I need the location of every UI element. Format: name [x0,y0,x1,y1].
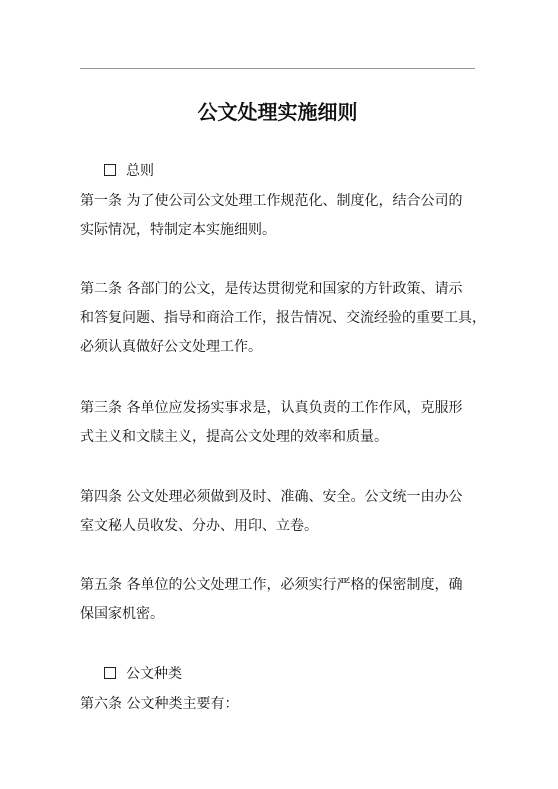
article-4 [80,483,475,541]
article-line: 第四条 公文处理必须做到及时、准确、安全。公文统一由办公 [80,489,463,505]
article-line: 第六条 公文种类主要有： [80,696,239,712]
article-line: 实际情况，特制定本实施细则。 [80,222,276,238]
article-line: 和答复问题、指导和商洽工作，报告情况、交流经验的重要工具， [80,310,486,326]
article-line: 室文秘人员收发、分办、用印、立卷。 [80,518,318,534]
header-rule [80,68,475,69]
article-line: 第一条 为了使公司公文处理工作规范化、制度化，结合公司的 [80,193,463,209]
article-1 [80,187,475,245]
article-line: 第三条 各单位应发扬实事求是，认真负责的工作作风，克服形 [80,400,463,416]
section-heading-general [104,157,154,186]
article-line: 式主义和文牍主义，提高公文处理的效率和质量。 [80,429,388,445]
article-6 [80,690,475,719]
article-line: 保国家机密。 [80,606,164,622]
article-line: 第五条 各单位的公文处理工作，必须实行严格的保密制度，确 [80,577,463,593]
article-line: 第二条 各部门的公文，是传达贯彻党和国家的方针政策、请示 [80,281,463,297]
section-heading-label: 总则 [126,163,154,179]
checkbox-icon [104,667,116,679]
section-heading-document-types [104,660,182,689]
article-3 [80,394,475,452]
document-title: 公文处理实施细则 [197,100,358,124]
section-heading-label: 公文种类 [126,666,182,682]
checkbox-icon [104,164,116,176]
article-2 [80,275,486,362]
article-line: 必须认真做好公文处理工作。 [80,339,262,355]
article-5 [80,571,475,629]
